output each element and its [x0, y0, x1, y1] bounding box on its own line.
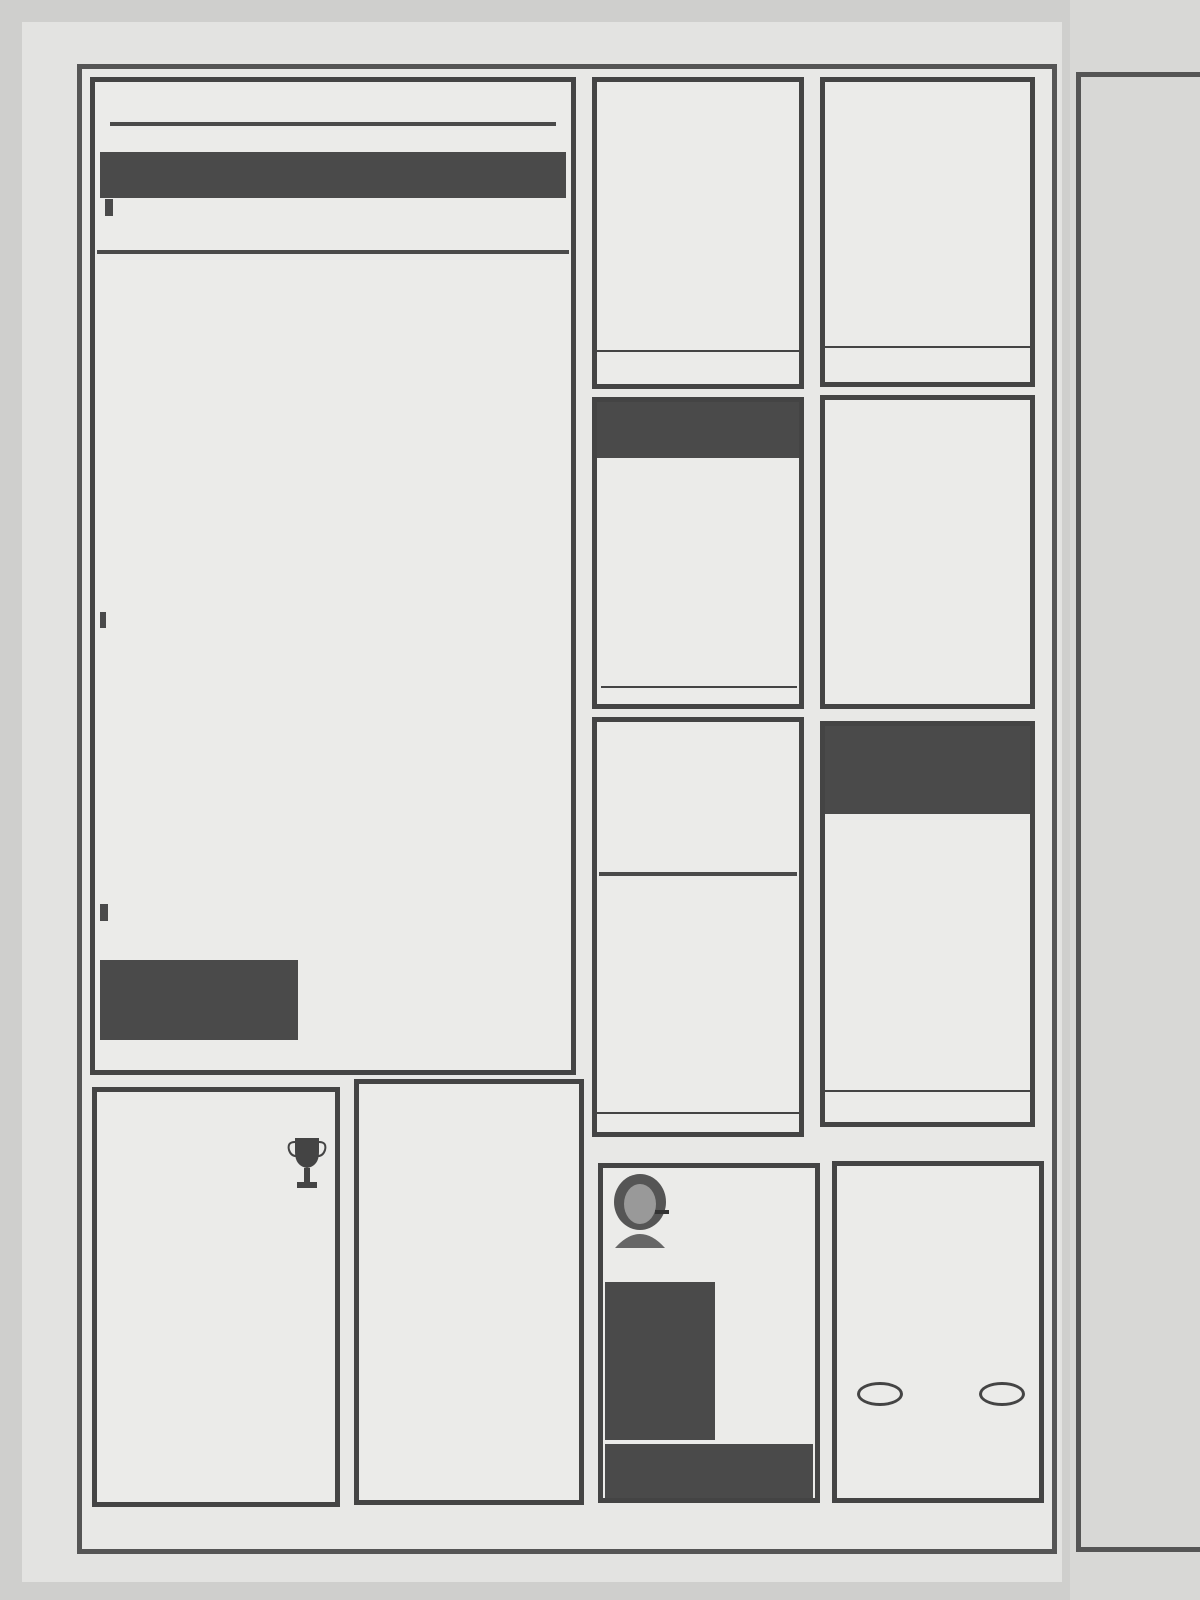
csk-ad [592, 77, 804, 389]
csk-cost [597, 350, 799, 352]
woman-portrait-icon [605, 1170, 675, 1248]
mfc-pair [857, 1382, 1027, 1408]
truly-yes [100, 904, 108, 921]
next-page-frame [1076, 72, 1200, 1552]
prince-numbers [601, 462, 795, 572]
attention-text [100, 612, 566, 630]
para-take-note [100, 904, 566, 923]
pick-your-draws-ad [820, 721, 1035, 1127]
mfc-pair-a [857, 1382, 903, 1406]
ebeano-cost [825, 346, 1030, 348]
release-banner [97, 250, 569, 254]
millionaire-ad [832, 1161, 1044, 1503]
rich-fred-ad [90, 77, 576, 1075]
bet9ja-ad [354, 1079, 584, 1505]
draws-festival-ad [598, 1163, 820, 1503]
call-banner [105, 199, 113, 216]
festival-nap-box [605, 1282, 715, 1440]
ebeano-ad [820, 77, 1035, 387]
mfc-pair-b [979, 1382, 1025, 1406]
prince-header [597, 402, 799, 458]
attention-label [100, 612, 106, 628]
platinum-ad [820, 395, 1035, 709]
festival-foot-box [605, 1444, 813, 1498]
prince-majek-ad [592, 397, 804, 709]
late-news-box [100, 960, 298, 1040]
prince-pair [607, 572, 787, 598]
intro-text [105, 200, 560, 216]
fa-cup-ad [92, 1087, 340, 1507]
trophy-icon [287, 1134, 327, 1198]
newspaper-page [22, 22, 1062, 1582]
draws-banner [100, 152, 566, 198]
jack-ray-note [599, 872, 797, 876]
jack-ray-phone [597, 1112, 799, 1114]
jack-ray-ad [592, 717, 804, 1137]
pick-header [825, 726, 1030, 814]
pick-agent [825, 1090, 1030, 1092]
prince-tel [601, 686, 797, 688]
ads-frame [77, 64, 1057, 1554]
festival-nap-label [605, 1282, 715, 1286]
next-page [1070, 0, 1200, 1600]
rich-fred-subtitle [110, 122, 556, 126]
